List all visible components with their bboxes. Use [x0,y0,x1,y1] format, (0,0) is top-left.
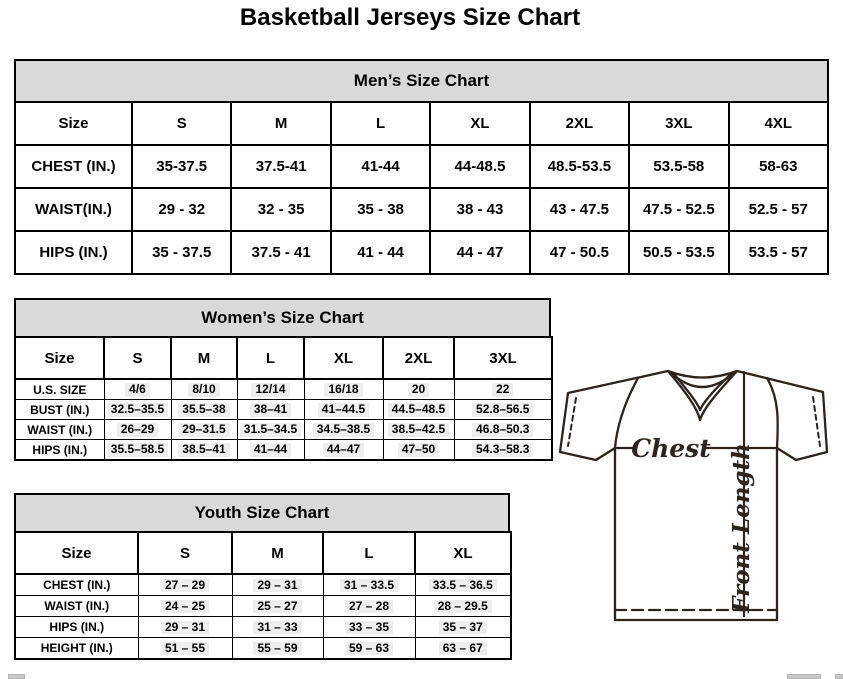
size-value-cell: 44.5–48.5 [383,400,454,420]
size-value-cell: 29 – 31 [232,574,323,596]
column-header: M [232,532,323,574]
column-header: S [132,102,231,145]
column-header: XL [430,102,529,145]
size-value-cell: 41–44.5 [304,400,383,420]
size-value-cell: 51 – 55 [138,638,232,660]
row-label-cell: WAIST (IN.) [15,596,138,617]
size-value-cell: 35 – 37 [415,617,511,638]
row-label-cell: WAIST (IN.) [15,420,104,440]
size-value-cell: 47 - 50.5 [530,231,629,274]
row-label-cell: HIPS (IN.) [15,231,132,274]
row-label-cell: HIPS (IN.) [15,617,138,638]
size-value-cell: 29 - 32 [132,188,231,231]
size-value-cell: 26–29 [104,420,171,440]
column-header: XL [304,337,383,379]
page-title: Basketball Jerseys Size Chart [239,4,581,31]
size-value-cell: 4/6 [104,379,171,400]
size-value-cell: 35.5–58.5 [104,440,171,461]
size-value-cell: 27 – 29 [138,574,232,596]
size-value-cell: 33 – 35 [323,617,415,638]
column-header: Size [15,102,132,145]
size-value-cell: 31 – 33 [232,617,323,638]
row-label-cell: BUST (IN.) [15,400,104,420]
scrollbar-fragment-left[interactable] [8,674,25,679]
mens-size-chart [14,59,829,275]
size-value-cell: 41 - 44 [331,231,430,274]
size-value-cell: 44 - 47 [430,231,529,274]
header-row [15,337,552,379]
size-value-cell: 50.5 - 53.5 [629,231,728,274]
column-header: XL [415,532,511,574]
size-value-cell: 32.5–35.5 [104,400,171,420]
size-value-cell: 31.5–34.5 [237,420,304,440]
column-header: S [138,532,232,574]
size-value-cell: 12/14 [237,379,304,400]
youth-chart-title: Youth Size Chart [14,493,510,533]
size-value-cell: 20 [383,379,454,400]
size-value-cell: 31 – 33.5 [323,574,415,596]
scrollbar-corner-fragment[interactable] [835,674,843,679]
size-value-cell: 37.5 - 41 [231,231,330,274]
size-value-cell: 44–47 [304,440,383,461]
jersey-measurement-diagram [558,360,830,626]
size-value-cell: 25 – 27 [232,596,323,617]
size-value-cell: 43 - 47.5 [530,188,629,231]
size-value-cell: 16/18 [304,379,383,400]
size-value-cell: 54.3–58.3 [454,440,552,461]
size-value-cell: 24 – 25 [138,596,232,617]
row-label-cell: WAIST(IN.) [15,188,132,231]
size-value-cell: 35 - 37.5 [132,231,231,274]
size-value-cell: 38–41 [237,400,304,420]
size-value-cell: 44-48.5 [430,145,529,188]
table-row [15,231,828,274]
row-label-cell: CHEST (IN.) [15,574,138,596]
row-label-cell: HEIGHT (IN.) [15,638,138,660]
table-row [15,596,511,617]
jersey-outline-shape [560,371,827,620]
size-value-cell: 29–31.5 [171,420,237,440]
size-value-cell: 63 – 67 [415,638,511,660]
column-header: M [231,102,330,145]
size-value-cell: 47.5 - 52.5 [629,188,728,231]
womens-size-chart [14,298,551,461]
youth-size-table [14,531,512,660]
size-value-cell: 47–50 [383,440,454,461]
column-header: 3XL [629,102,728,145]
column-header: 2XL [383,337,454,379]
size-value-cell: 53.5 - 57 [729,231,828,274]
column-header: L [331,102,430,145]
size-value-cell: 55 – 59 [232,638,323,660]
column-header: 2XL [530,102,629,145]
size-value-cell: 35.5–38 [171,400,237,420]
column-header: L [323,532,415,574]
womens-chart-title: Women’s Size Chart [14,298,551,338]
column-header: 3XL [454,337,552,379]
column-header: S [104,337,171,379]
row-label-cell: HIPS (IN.) [15,440,104,461]
row-label-cell: U.S. SIZE [15,379,104,400]
size-value-cell: 38.5–41 [171,440,237,461]
column-header: M [171,337,237,379]
size-value-cell: 48.5-53.5 [530,145,629,188]
size-value-cell: 37.5-41 [231,145,330,188]
size-value-cell: 35 - 38 [331,188,430,231]
mens-chart-title: Men’s Size Chart [14,59,829,103]
column-header: L [237,337,304,379]
scrollbar-thumb-fragment[interactable] [787,674,821,679]
chest-label: Chest [631,434,711,463]
size-value-cell: 59 – 63 [323,638,415,660]
table-row [15,145,828,188]
mens-size-table [14,101,829,275]
column-header: 4XL [729,102,828,145]
size-value-cell: 22 [454,379,552,400]
size-value-cell: 46.8–50.3 [454,420,552,440]
table-row [15,617,511,638]
size-value-cell: 38.5–42.5 [383,420,454,440]
table-row [15,440,552,461]
size-value-cell: 41-44 [331,145,430,188]
size-value-cell: 27 – 28 [323,596,415,617]
size-value-cell: 29 – 31 [138,617,232,638]
size-value-cell: 28 – 29.5 [415,596,511,617]
table-row [15,188,828,231]
table-row [15,420,552,440]
size-value-cell: 35-37.5 [132,145,231,188]
size-value-cell: 38 - 43 [430,188,529,231]
table-row [15,638,511,660]
size-value-cell: 8/10 [171,379,237,400]
womens-size-table [14,336,553,461]
column-header: Size [15,337,104,379]
size-value-cell: 53.5-58 [629,145,728,188]
header-row [15,532,511,574]
size-value-cell: 52.5 - 57 [729,188,828,231]
size-value-cell: 33.5 – 36.5 [415,574,511,596]
header-row [15,102,828,145]
table-row [15,400,552,420]
row-label-cell: CHEST (IN.) [15,145,132,188]
size-value-cell: 52.8–56.5 [454,400,552,420]
size-value-cell: 41–44 [237,440,304,461]
table-row [15,574,511,596]
size-value-cell: 58-63 [729,145,828,188]
size-value-cell: 32 - 35 [231,188,330,231]
front-length-label: Front Length [728,443,755,613]
column-header: Size [15,532,138,574]
size-value-cell: 34.5–38.5 [304,420,383,440]
youth-size-chart [14,493,510,660]
table-row [15,379,552,400]
